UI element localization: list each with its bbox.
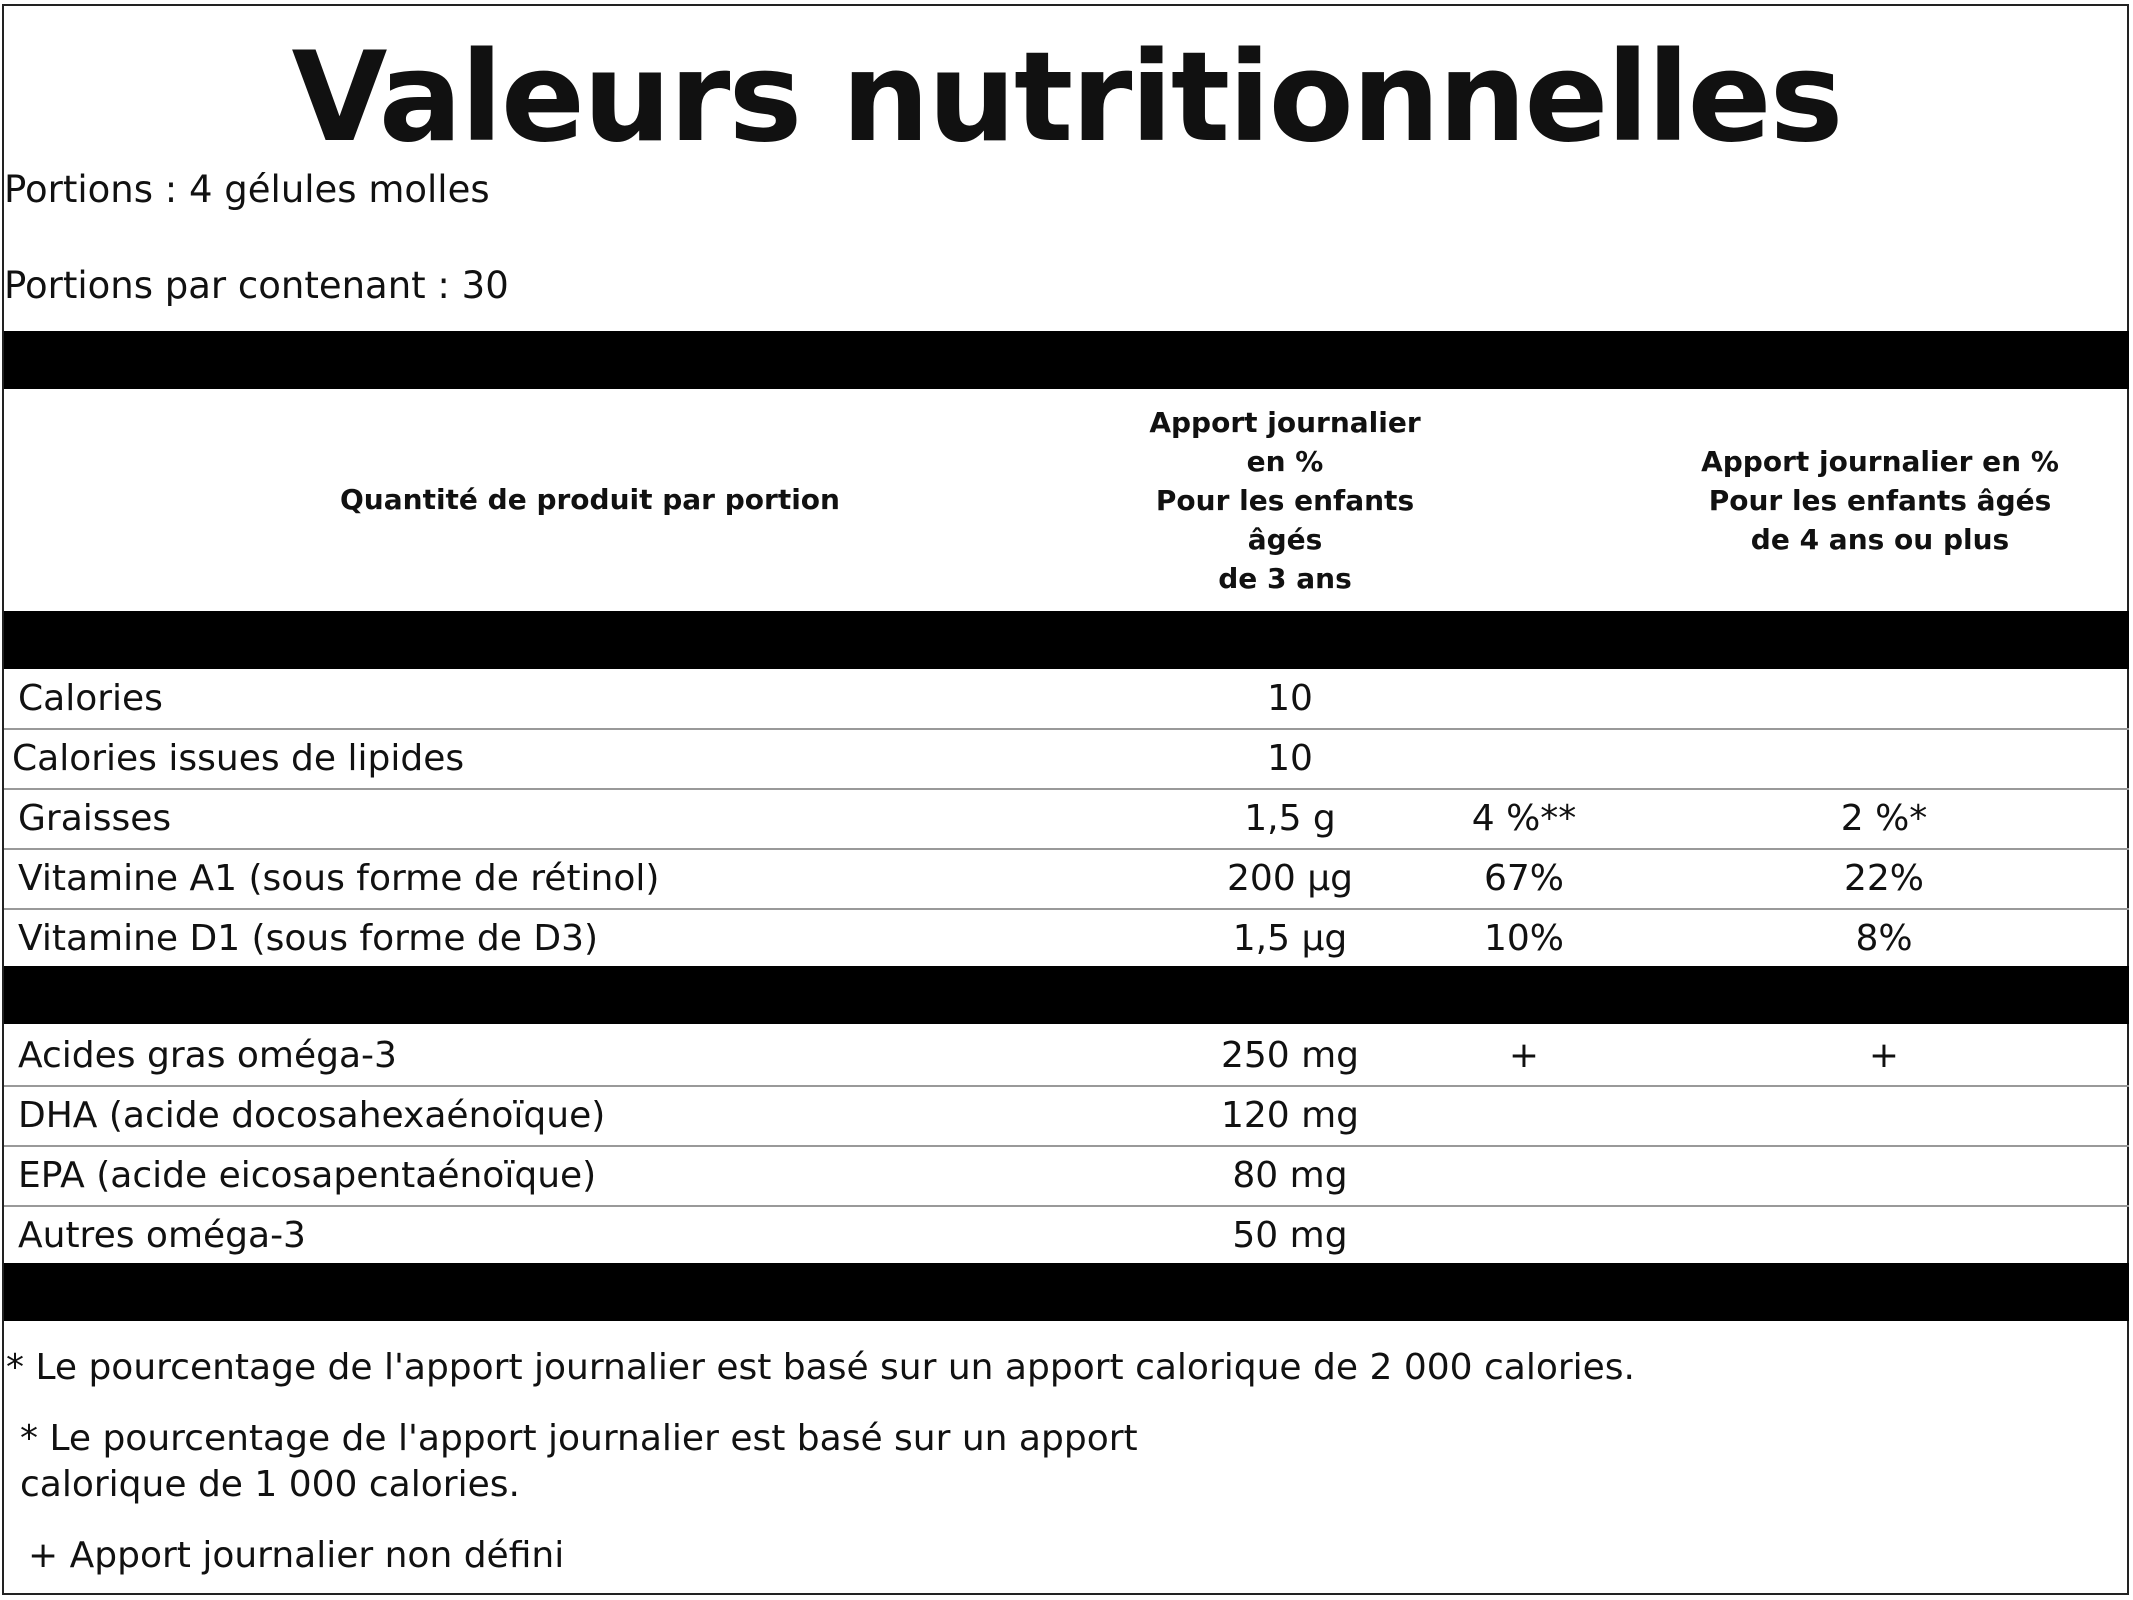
nutrient-quantity: 10 bbox=[1267, 678, 1313, 719]
daily-value-3yo: 10% bbox=[1483, 918, 1564, 959]
daily-value-4plus bbox=[1734, 1087, 2034, 1145]
table-row bbox=[4, 1207, 2129, 1267]
table-row bbox=[4, 1027, 2129, 1087]
nutrient-quantity: 10 bbox=[1267, 738, 1313, 779]
daily-value-4plus bbox=[1734, 670, 2034, 728]
table-row bbox=[4, 910, 2129, 970]
daily-value-3yo bbox=[1374, 730, 1674, 788]
header-daily-4plus: Apport journalier en % Pour les enfants âgés de 4 ans ou plus bbox=[1701, 445, 2059, 556]
footnote-2000-calories: * Le pourcentage de l'apport journalier est basé sur un apport calorique de 2 000 calories. bbox=[6, 1347, 1635, 1388]
header-quantity: Quantité de produit par portion bbox=[340, 483, 840, 516]
table-row bbox=[4, 670, 2129, 730]
nutrient-quantity: 50 mg bbox=[1232, 1215, 1348, 1256]
daily-value-4plus: 22% bbox=[1843, 858, 1924, 899]
nutrient-quantity: 120 mg bbox=[1220, 1095, 1360, 1136]
nutrient-name: EPA (acide eicosapentaénoïque) bbox=[18, 1155, 597, 1196]
daily-value-4plus bbox=[1734, 730, 2034, 788]
daily-value-3yo bbox=[1374, 1147, 1674, 1205]
daily-value-4plus: + bbox=[1868, 1035, 1900, 1076]
daily-value-3yo bbox=[1374, 670, 1674, 728]
header-daily-3yo: Apport journalier en % Pour les enfants âgés de 3 ans bbox=[1149, 406, 1421, 595]
daily-value-4plus: 8% bbox=[1855, 918, 1913, 959]
divider-bar-middle bbox=[4, 966, 2129, 1024]
nutrient-quantity: 1,5 g bbox=[1244, 798, 1336, 839]
serving-size: Portions : 4 gélules molles bbox=[4, 168, 490, 211]
nutrient-name: Calories issues de lipides bbox=[12, 738, 465, 779]
daily-value-4plus: 2 %* bbox=[1840, 798, 1928, 839]
daily-value-3yo: 4 %** bbox=[1471, 798, 1577, 839]
daily-value-4plus bbox=[1734, 1207, 2034, 1265]
nutrient-quantity: 250 mg bbox=[1220, 1035, 1360, 1076]
nutrient-quantity: 1,5 µg bbox=[1232, 918, 1348, 959]
table-row bbox=[4, 730, 2129, 790]
table-row bbox=[4, 1147, 2129, 1207]
table-row bbox=[4, 850, 2129, 910]
table-row bbox=[4, 790, 2129, 850]
nutrient-quantity: 80 mg bbox=[1232, 1155, 1348, 1196]
servings-per-container: Portions par contenant : 30 bbox=[4, 264, 509, 307]
divider-bar-top bbox=[4, 331, 2129, 389]
nutrient-name: Acides gras oméga-3 bbox=[18, 1035, 397, 1076]
nutrient-name: Vitamine A1 (sous forme de rétinol) bbox=[18, 858, 660, 899]
daily-value-3yo bbox=[1374, 1207, 1674, 1265]
nutrient-name: DHA (acide docosahexaénoïque) bbox=[18, 1095, 606, 1136]
nutrient-name: Calories bbox=[18, 678, 163, 719]
daily-value-4plus bbox=[1734, 1147, 2034, 1205]
divider-bar-header bbox=[4, 611, 2129, 669]
daily-value-3yo: + bbox=[1508, 1035, 1540, 1076]
daily-value-3yo bbox=[1374, 1087, 1674, 1145]
divider-bar-bottom bbox=[4, 1263, 2129, 1321]
page-title: Valeurs nutritionnelles bbox=[291, 26, 1842, 170]
footnote-1000-calories: * Le pourcentage de l'apport journalier est basé sur un apport calorique de 1 000 calories. bbox=[20, 1418, 1138, 1505]
nutrient-quantity: 200 µg bbox=[1227, 858, 1353, 899]
footnote-not-defined: + Apport journalier non défini bbox=[28, 1535, 565, 1576]
table-row bbox=[4, 1087, 2129, 1147]
nutrient-name: Autres oméga-3 bbox=[18, 1215, 306, 1256]
daily-value-3yo: 67% bbox=[1483, 858, 1564, 899]
nutrient-name: Graisses bbox=[18, 798, 172, 839]
nutrient-name: Vitamine D1 (sous forme de D3) bbox=[18, 918, 599, 959]
